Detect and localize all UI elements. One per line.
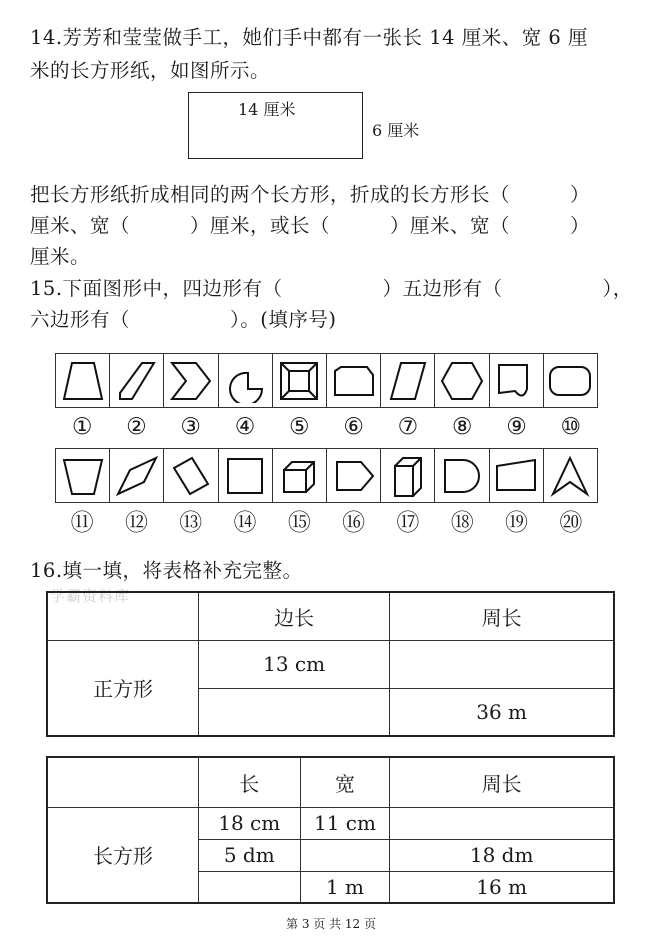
shape-cell — [219, 354, 273, 407]
table-cell: 13 cm — [198, 640, 389, 688]
shape-label: ⑤ — [289, 414, 310, 440]
pacman-icon — [222, 359, 268, 403]
shape-label: ⑭ — [233, 510, 257, 536]
header-length: 长 — [198, 757, 300, 807]
shape-label: ② — [126, 414, 147, 440]
q14-line-1: 14.芳芳和莹莹做手工，她们手中都有一张长 14 厘米、宽 6 厘 — [30, 26, 589, 49]
row-label-square: 正方形 — [47, 640, 198, 736]
table-cell: 36 m — [390, 688, 614, 736]
table-cell: 16 m — [390, 871, 614, 903]
chevron-icon — [168, 359, 214, 403]
shape-cell — [56, 354, 110, 407]
figure-length-label: 14 厘米 — [238, 100, 296, 119]
slanted-parallelogram-icon — [114, 359, 160, 403]
q14-line-2: 米的长方形纸，如图所示。 — [30, 59, 271, 82]
table-corner — [47, 757, 198, 807]
q15-line-2: 六边形有（ ）。(填序号) — [30, 308, 337, 331]
shape-cell — [381, 354, 435, 407]
shape-label: ⑮ — [287, 510, 311, 536]
table-cell — [300, 839, 390, 871]
table-cell — [390, 640, 614, 688]
square-table — [46, 591, 615, 737]
shape-row-2 — [55, 448, 598, 503]
shape-cell — [219, 449, 273, 502]
table-cell: 11 cm — [300, 807, 390, 839]
shape-label: ⑫ — [124, 510, 148, 536]
shape-cell — [490, 449, 544, 502]
q14-line-5: 厘米。 — [30, 245, 91, 268]
table-cell: 5 dm — [198, 839, 300, 871]
parallelogram-icon — [385, 359, 431, 403]
table-cell: 1 m — [300, 871, 390, 903]
figure-width-label: 6 厘米 — [372, 121, 420, 140]
shape-label: ⑯ — [342, 510, 366, 536]
table-corner — [47, 592, 198, 640]
shape-label: ⑨ — [506, 414, 527, 440]
square-icon — [222, 454, 268, 498]
table-cell — [198, 871, 300, 903]
shape-labels-row-2 — [55, 508, 598, 538]
shape-cell — [164, 354, 218, 407]
tilted-rectangle-icon — [168, 454, 214, 498]
header-perimeter: 周长 — [390, 592, 614, 640]
trapezoid-icon — [60, 359, 106, 403]
shape-cell — [435, 449, 489, 502]
cuboid-icon — [385, 454, 431, 498]
shape-cell — [110, 354, 164, 407]
page-footer: 第 3 页 共 12 页 — [286, 917, 376, 931]
d-shape-icon — [439, 454, 485, 498]
shape-label: ⑲ — [505, 510, 529, 536]
q15-line-1: 15.下面图形中，四边形有（ ）五边形有（ ）， — [30, 277, 633, 300]
shape-label: ⑳ — [559, 510, 583, 536]
header-width: 宽 — [300, 757, 390, 807]
shape-cell — [327, 354, 381, 407]
shape-cell — [435, 354, 489, 407]
shape-label: ⑱ — [450, 510, 474, 536]
cube-icon — [276, 454, 322, 498]
row-label-rectangle: 长方形 — [47, 807, 198, 903]
hexagon-icon — [439, 359, 485, 403]
table-cell — [390, 807, 614, 839]
shape-cell — [544, 449, 597, 502]
shape-labels-row-1 — [55, 412, 598, 442]
q16-title: 16.填一填，将表格补充完整。 — [30, 559, 303, 582]
inverted-trapezoid-icon — [60, 454, 106, 498]
shape-cell — [56, 449, 110, 502]
shape-cell — [490, 354, 544, 407]
table-cell: 18 dm — [390, 839, 614, 871]
q14-line-3: 把长方形纸折成相同的两个长方形，折成的长方形长（ ） — [30, 183, 591, 206]
shape-label: ⑬ — [179, 510, 203, 536]
shape-label: ④ — [234, 414, 256, 440]
shape-cell — [273, 449, 327, 502]
header-side-length: 边长 — [198, 592, 389, 640]
shape-cell — [381, 449, 435, 502]
rhombus-icon — [114, 454, 160, 498]
wavy-square-icon — [493, 359, 539, 403]
shape-label: ⑰ — [396, 510, 420, 536]
shape-label: ⑦ — [397, 414, 419, 440]
shape-cell — [164, 449, 218, 502]
shape-label: ③ — [180, 414, 202, 440]
framed-square-icon — [276, 359, 322, 403]
q14-line-4: 厘米、宽（ ）厘米，或长（ ）厘米、宽（ ） — [30, 214, 591, 237]
shape-label: ⑧ — [451, 414, 473, 440]
shape-label: ⑪ — [70, 510, 94, 536]
rectangle-table — [46, 756, 615, 904]
shape-label: ⑩ — [560, 414, 582, 440]
shape-cell — [544, 354, 597, 407]
cut-corner-rectangle-icon — [331, 359, 377, 403]
arrowhead-icon — [547, 454, 593, 498]
shape-cell — [273, 354, 327, 407]
shape-label: ⑥ — [343, 414, 364, 440]
pentagon-arrow-icon — [331, 454, 377, 498]
shape-cell — [110, 449, 164, 502]
quadrilateral-icon — [493, 454, 539, 498]
header-perimeter: 周长 — [390, 757, 614, 807]
watermark: 学霸资料库 — [50, 587, 131, 605]
table-cell: 18 cm — [198, 807, 300, 839]
shape-row-1 — [55, 353, 598, 408]
shape-label: ① — [71, 414, 93, 440]
rounded-rectangle-icon — [547, 359, 593, 403]
shape-cell — [327, 449, 381, 502]
table-cell — [198, 688, 389, 736]
